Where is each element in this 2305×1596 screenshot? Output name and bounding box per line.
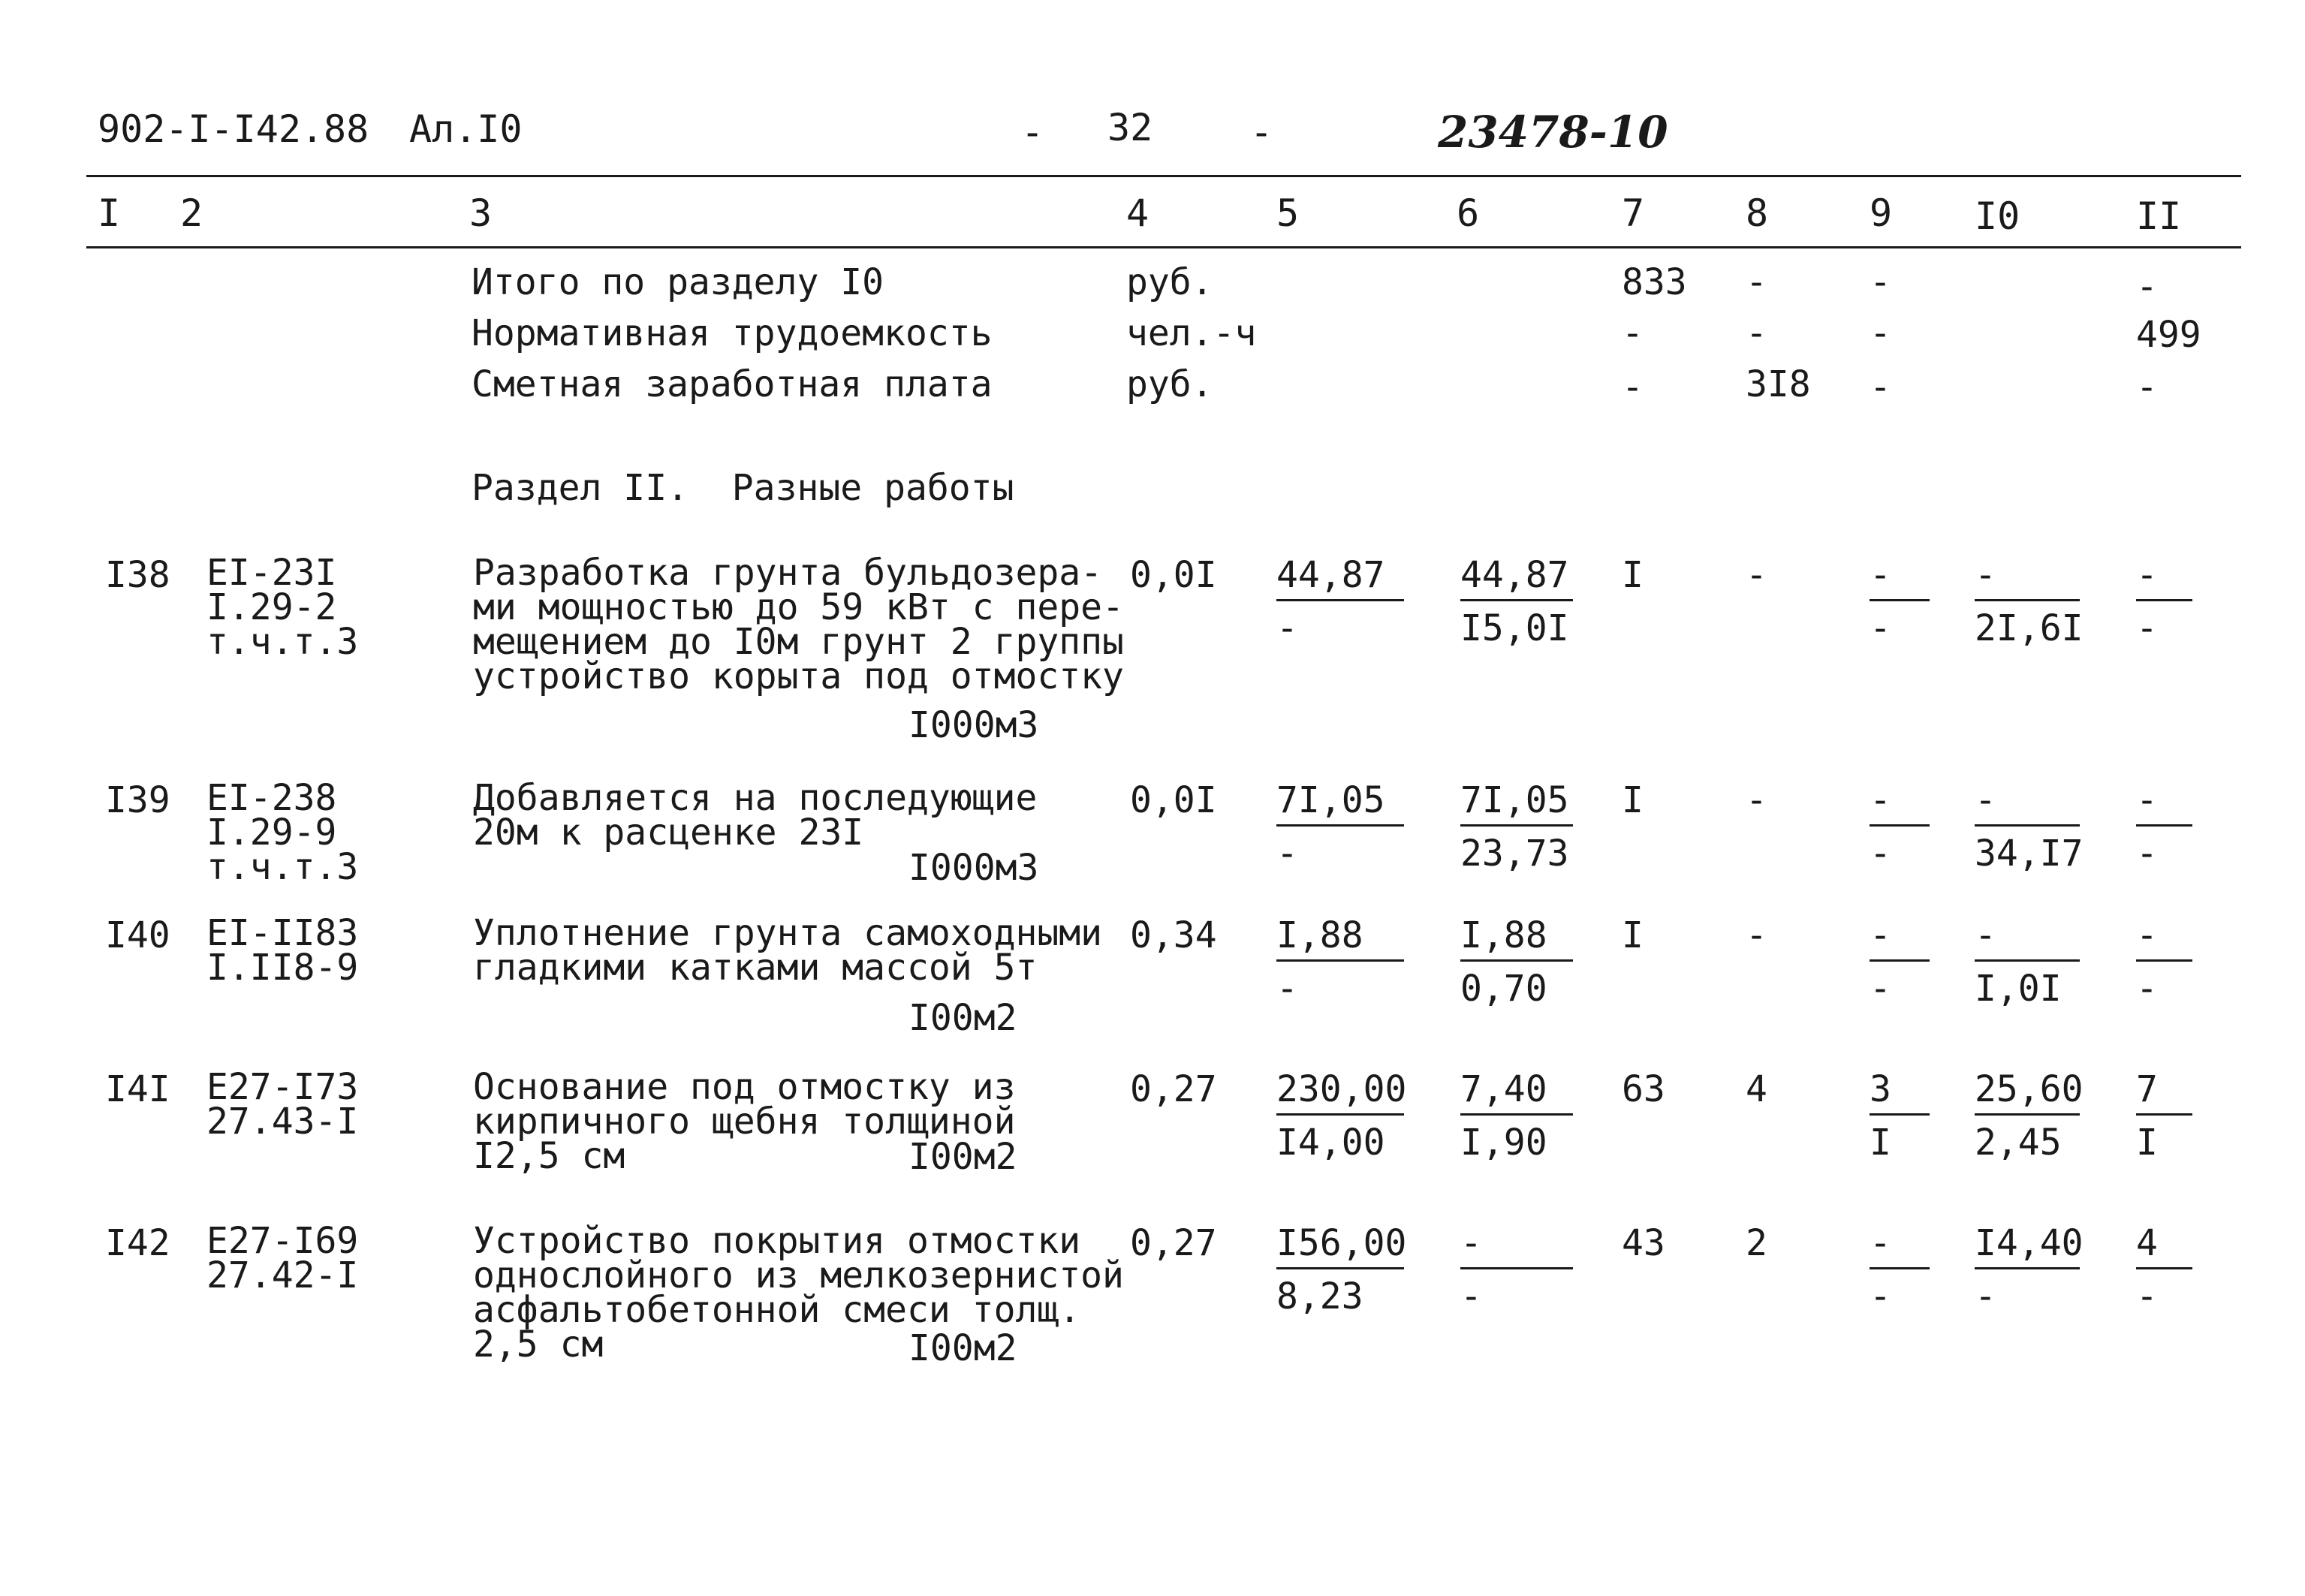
row-I42-col5-denominator: 8,23 <box>1276 1275 1363 1317</box>
handwritten-number: 23478-10 <box>1438 107 1668 158</box>
row-I40-col11-fraction <box>2136 916 2192 1008</box>
row-I38-description-line: мещением до I0м грунт 2 группы <box>473 621 1124 663</box>
row-I42-measure-unit: I00м2 <box>908 1327 1017 1369</box>
row-I4I-col6-denominator: I,90 <box>1460 1122 1547 1164</box>
row-I38-col9-denominator: - <box>1870 607 1891 649</box>
row-I40-col5-denominator: - <box>1276 968 1298 1010</box>
section-title: Раздел II. Разные работы <box>472 467 1014 509</box>
row-I4I-measure-unit: I00м2 <box>908 1136 1017 1178</box>
row-I4I-description-line: Основание под отмостку из <box>473 1066 1016 1108</box>
row-I39-number: I39 <box>105 779 170 821</box>
row-I39-col10-fraction <box>1975 779 2084 875</box>
col-header-6: 6 <box>1457 191 1480 235</box>
row-I39-col11-denominator: - <box>2136 833 2158 875</box>
row-I4I-col7: 63 <box>1622 1068 1665 1110</box>
row-I39-description-line: 20м к расценке 23I <box>473 812 864 854</box>
row-I4I-col11-numerator: 7 <box>2136 1070 2192 1116</box>
row-I40-code-line: EI-II83 <box>206 912 359 954</box>
row-I39-code-line: I.29-9 <box>206 812 337 854</box>
row-I40-col6-fraction <box>1460 916 1573 1008</box>
row-I40-col11-numerator: - <box>2136 916 2192 962</box>
row-I38-code-line: т.ч.т.3 <box>206 621 359 663</box>
row-I42-col11-fraction <box>2136 1224 2192 1316</box>
row-I40-col10-numerator: - <box>1975 916 2080 962</box>
row-I4I-col6-fraction <box>1460 1070 1573 1162</box>
row-I38-col5-numerator: 44,87 <box>1276 556 1404 601</box>
summary-total-unit: руб. <box>1126 261 1213 303</box>
row-I40-code <box>206 912 359 989</box>
row-I42-col9-numerator: - <box>1870 1224 1930 1269</box>
row-I38-description-line: устройство корыта под отмостку <box>473 655 1124 697</box>
row-I38-measure-unit: I000м3 <box>908 704 1039 746</box>
row-I40-quantity: 0,34 <box>1130 914 1217 956</box>
row-I42-code-line: E27-I69 <box>206 1220 359 1262</box>
row-I39-col8: - <box>1746 779 1767 821</box>
row-I42-col8: 2 <box>1746 1222 1767 1264</box>
row-I38-col11-numerator: - <box>2136 556 2192 601</box>
row-I38-description <box>473 552 1124 697</box>
row-I38-description-line: ми мощностью до 59 кВт с пере- <box>473 586 1124 628</box>
col-header-5: 5 <box>1276 191 1300 235</box>
row-I39-code <box>206 777 359 888</box>
row-I39-col5-denominator: - <box>1276 833 1298 875</box>
row-I40-description-line: Уплотнение грунта самоходными <box>473 912 1103 954</box>
row-I4I-col10-denominator: 2,45 <box>1975 1122 2062 1164</box>
page-number: 32 <box>1107 106 1153 149</box>
row-I40-col9-denominator: - <box>1870 968 1891 1010</box>
row-I4I-code <box>206 1066 359 1143</box>
summary-labor-col11: 499 <box>2136 314 2201 356</box>
row-I39-quantity: 0,0I <box>1130 779 1217 821</box>
summary-wage-col11: - <box>2136 366 2158 408</box>
row-I40-col6-denominator: 0,70 <box>1460 968 1547 1010</box>
row-I42-col5-numerator: I56,00 <box>1276 1224 1404 1269</box>
summary-wage-col9: - <box>1870 366 1891 408</box>
summary-total-col8: - <box>1746 261 1767 303</box>
row-I38-col9-fraction <box>1870 556 1930 648</box>
row-I4I-quantity: 0,27 <box>1130 1068 1217 1110</box>
row-I39-description <box>473 777 1038 854</box>
row-I40-col9-fraction <box>1870 916 1930 1008</box>
row-I39-col10-numerator: - <box>1975 781 2080 827</box>
row-I39-code-line: EI-238 <box>206 777 337 819</box>
row-I4I-col5-fraction <box>1276 1068 1407 1164</box>
row-I38-code-line: I.29-2 <box>206 586 337 628</box>
row-I40-col7: I <box>1622 914 1644 956</box>
row-I4I-col5-denominator: I4,00 <box>1276 1122 1385 1164</box>
col-header-7: 7 <box>1622 191 1645 235</box>
row-I40-col5-fraction <box>1276 916 1404 1008</box>
row-I39-col6-denominator: 23,73 <box>1460 833 1569 875</box>
row-I40-col11-denominator: - <box>2136 968 2158 1010</box>
row-I4I-code-line: E27-I73 <box>206 1066 359 1108</box>
row-I38-col9-numerator: - <box>1870 556 1930 601</box>
row-I38-col6-numerator: 44,87 <box>1460 556 1573 601</box>
row-I42-col6-numerator: - <box>1460 1224 1573 1269</box>
row-I40-col8: - <box>1746 914 1767 956</box>
row-I42-description-line: асфальтобетонной смеси толщ. <box>473 1289 1081 1331</box>
header-bottom-rule <box>86 246 2241 248</box>
row-I42-quantity: 0,27 <box>1130 1222 1217 1264</box>
col-header-2: 2 <box>180 191 203 235</box>
row-I40-col10-denominator: I,0I <box>1975 968 2062 1010</box>
page-dash-left: - <box>1021 110 1044 154</box>
row-I4I-number: I4I <box>105 1068 170 1110</box>
header-top-rule <box>86 175 2241 177</box>
row-I39-measure-unit: I000м3 <box>908 847 1039 889</box>
row-I42-col9-denominator: - <box>1870 1275 1891 1317</box>
row-I4I-col10-fraction <box>1975 1068 2084 1164</box>
row-I4I-description-line: кирпичного щебня толщиной <box>473 1101 1016 1143</box>
summary-total-col11: - <box>2136 266 2158 308</box>
row-I38-number: I38 <box>105 554 170 596</box>
row-I38-description-line: Разработка грунта бульдозера- <box>473 552 1103 594</box>
row-I40-measure-unit: I00м2 <box>908 997 1017 1039</box>
row-I42-col6-denominator: - <box>1460 1275 1482 1317</box>
row-I4I-col9-denominator: I <box>1870 1122 1891 1164</box>
row-I38-col10-numerator: - <box>1975 556 2080 601</box>
row-I42-description <box>473 1220 1124 1366</box>
row-I39-col9-denominator: - <box>1870 833 1891 875</box>
row-I4I-col6-numerator: 7,40 <box>1460 1070 1573 1116</box>
row-I38-col6-fraction <box>1460 556 1573 648</box>
sheet-number: Ал.I0 <box>409 107 523 151</box>
row-I39-col5-numerator: 7I,05 <box>1276 781 1404 827</box>
row-I40-code-line: I.II8-9 <box>206 947 359 989</box>
row-I4I-code-line: 27.43-I <box>206 1101 359 1143</box>
row-I4I-col10-numerator: 25,60 <box>1975 1070 2080 1116</box>
row-I4I-col8: 4 <box>1746 1068 1767 1110</box>
row-I39-col9-numerator: - <box>1870 781 1930 827</box>
row-I38-col5-fraction <box>1276 556 1404 648</box>
row-I40-number: I40 <box>105 914 170 956</box>
summary-wage-unit: руб. <box>1126 363 1213 405</box>
row-I42-col10-fraction <box>1975 1222 2084 1317</box>
row-I42-number: I42 <box>105 1222 170 1264</box>
col-header-1: I <box>98 191 121 235</box>
row-I38-col10-denominator: 2I,6I <box>1975 607 2084 649</box>
col-header-11: II <box>2136 194 2182 238</box>
row-I4I-col5-numerator: 230,00 <box>1276 1070 1404 1116</box>
row-I38-col8: - <box>1746 554 1767 596</box>
row-I39-col11-numerator: - <box>2136 781 2192 827</box>
row-I40-col6-numerator: I,88 <box>1460 916 1573 962</box>
row-I40-col10-fraction <box>1975 916 2080 1008</box>
summary-labor-label: Нормативная трудоемкость <box>472 312 993 354</box>
document-code: 902-I-I42.88 <box>98 107 369 151</box>
row-I4I-col9-fraction <box>1870 1070 1930 1162</box>
summary-wage-col8: 3I8 <box>1746 363 1811 405</box>
summary-wage-col7: - <box>1622 366 1644 408</box>
row-I38-col7: I <box>1622 554 1644 596</box>
row-I42-code <box>206 1220 359 1296</box>
row-I4I-col9-numerator: 3 <box>1870 1070 1930 1116</box>
col-header-8: 8 <box>1746 191 1769 235</box>
row-I38-code-line: EI-23I <box>206 552 337 594</box>
row-I39-code-line: т.ч.т.3 <box>206 846 359 888</box>
row-I42-col9-fraction <box>1870 1224 1930 1316</box>
row-I39-col10-denominator: 34,I7 <box>1975 833 2084 875</box>
summary-total-col7: 833 <box>1622 261 1687 303</box>
row-I42-col11-numerator: 4 <box>2136 1224 2192 1269</box>
row-I40-description-line: гладкими катками массой 5т <box>473 947 1038 989</box>
row-I38-col5-denominator: - <box>1276 607 1298 649</box>
col-header-3: 3 <box>469 191 493 235</box>
row-I42-col7: 43 <box>1622 1222 1665 1264</box>
row-I4I-col11-fraction <box>2136 1070 2192 1162</box>
row-I4I-col11-denominator: I <box>2136 1122 2158 1164</box>
row-I38-col6-denominator: I5,0I <box>1460 607 1569 649</box>
row-I4I-description-line: I2,5 см <box>473 1135 625 1177</box>
row-I38-col11-fraction <box>2136 556 2192 648</box>
row-I39-col9-fraction <box>1870 781 1930 873</box>
row-I42-col5-fraction <box>1276 1222 1407 1317</box>
row-I42-col10-denominator: - <box>1975 1275 1996 1317</box>
row-I39-col7: I <box>1622 779 1644 821</box>
page-dash-right: - <box>1250 110 1273 154</box>
row-I42-description-line: однослойного из мелкозернистой <box>473 1254 1124 1296</box>
row-I42-code-line: 27.42-I <box>206 1254 359 1296</box>
row-I40-description <box>473 912 1103 989</box>
row-I40-col5-numerator: I,88 <box>1276 916 1404 962</box>
row-I42-col6-fraction <box>1460 1224 1573 1316</box>
row-I39-col5-fraction <box>1276 781 1404 873</box>
summary-total-col9: - <box>1870 261 1891 303</box>
row-I38-col10-fraction <box>1975 554 2084 649</box>
col-header-9: 9 <box>1870 191 1893 235</box>
col-header-4: 4 <box>1126 191 1149 235</box>
summary-labor-col7: - <box>1622 312 1644 354</box>
row-I42-description-line: 2,5 см <box>473 1323 604 1366</box>
row-I38-code <box>206 552 359 663</box>
col-header-10: I0 <box>1975 194 2020 238</box>
row-I39-col6-fraction <box>1460 781 1573 873</box>
row-I38-quantity: 0,0I <box>1130 554 1217 596</box>
row-I40-col9-numerator: - <box>1870 916 1930 962</box>
summary-labor-col9: - <box>1870 312 1891 354</box>
row-I39-col6-numerator: 7I,05 <box>1460 781 1573 827</box>
row-I38-col11-denominator: - <box>2136 607 2158 649</box>
summary-wage-label: Сметная заработная плата <box>472 363 993 405</box>
row-I39-col11-fraction <box>2136 781 2192 873</box>
row-I39-description-line: Добавляется на последующие <box>473 777 1038 819</box>
row-I42-description-line: Устройство покрытия отмостки <box>473 1220 1081 1262</box>
row-I42-col10-numerator: I4,40 <box>1975 1224 2080 1269</box>
summary-total-label: Итого по разделу I0 <box>472 261 884 303</box>
row-I42-col11-denominator: - <box>2136 1275 2158 1317</box>
summary-labor-unit: чел.-ч <box>1126 312 1257 354</box>
summary-labor-col8: - <box>1746 312 1767 354</box>
